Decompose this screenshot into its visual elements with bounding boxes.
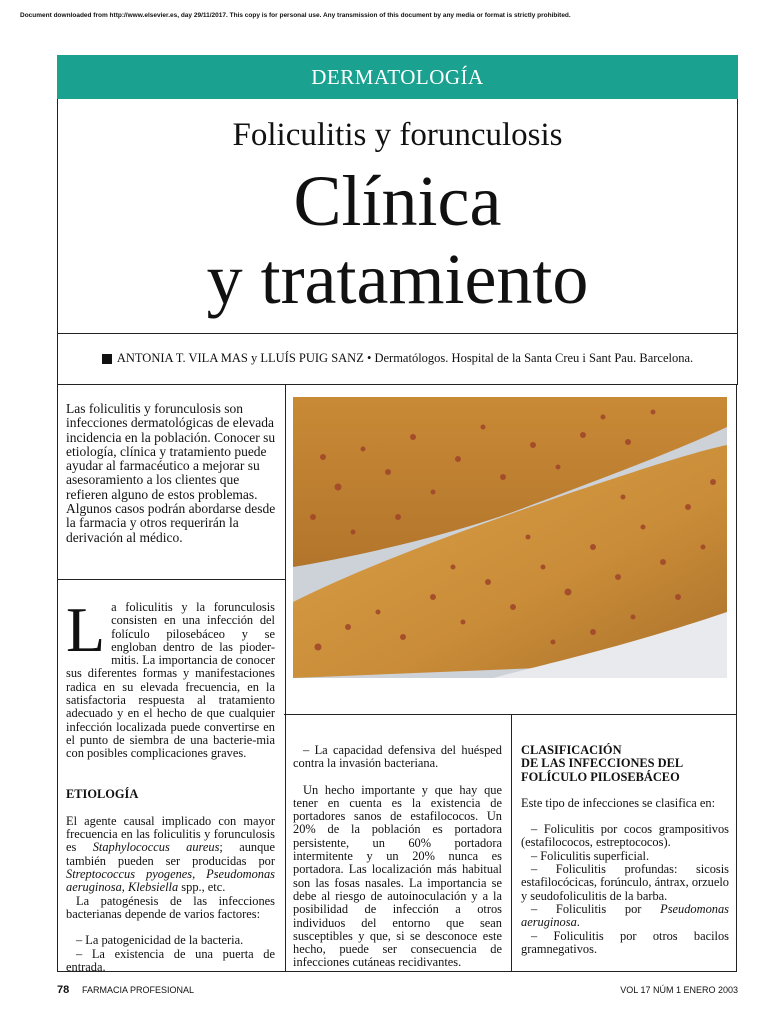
article-title-line2: y tratamiento	[206, 239, 589, 319]
classification-intro: Este tipo de infecciones se clasifica en:	[521, 795, 716, 810]
list-item: – Foliculitis por cocos grampositivos (estafilococos, estreptococos).	[521, 822, 729, 850]
list-item: – La existencia de una puerta de entrada.	[66, 946, 275, 974]
title-block	[57, 99, 738, 334]
page-number: 78	[57, 984, 70, 996]
authors-text: ANTONIA T. VILA MAS y LLUÍS PUIG SANZ • Dermatólogos. Hospital de la Santa Creu i Sant Pau. Barcelona.	[116, 351, 694, 365]
section-label: DERMATOLOGÍA	[311, 64, 484, 89]
abstract: Las foliculitis y forunculosis son infecciones dermatológicas de elevada incidencia en la población. Conocer su etiología, clínica y tratamiento puede ayudar al farmacéutico a mejorar su asesoramiento a los clientes que refieren alguno de estos problemas. Algunos casos podrán abordarse desde la farmacia y otros requerirán la derivación al médico.	[66, 401, 276, 545]
list-item: – La capacidad defensiva del huésped contra la invasión bacteriana.	[293, 743, 502, 771]
heading-etiologia: ETIOLOGÍA	[66, 786, 139, 801]
column-3	[521, 744, 729, 956]
clinical-photo	[293, 397, 727, 678]
list-item: – La patogenicidad de la bacteria.	[76, 933, 244, 948]
list-item: – Foliculitis profundas: sicosis estafilocócicas, forúnculo, ántrax, orzuelo y seudofoliculitis de la barba.	[521, 862, 729, 903]
publication-name: FARMACIA PROFESIONAL	[82, 985, 195, 995]
article-title-line1: Clínica	[293, 161, 502, 241]
list-item: – Foliculitis por Pseudomonas aeruginosa.	[521, 901, 729, 930]
intro-paragraph: La foliculitis y la forunculosis consisten en una infección del folículo pilosebáceo y se engloban dentro de las pioder-mitis. La importancia de conocer sus diferentes formas y manifestaciones radica en su elevada frecuencia, en la satisfactoria respuesta al tratamiento adecuado y en el hecho de que cualquier infección localizada puede convertirse en el punto de siembra de una bacterie-mia con posibles complicaciones graves.	[66, 594, 275, 761]
author-line	[57, 333, 738, 385]
square-bullet-icon	[102, 354, 112, 364]
folliculitis-leg-image	[293, 397, 727, 678]
volume-info: VOL 17 NÚM 1 ENERO 2003	[620, 985, 738, 995]
article-subtitle: Foliculitis y forunculosis	[232, 117, 563, 153]
heading-clasificacion: CLASIFICACIÓN DE LAS INFECCIONES DEL FOLÍCULO PILOSEBÁCEO	[521, 743, 684, 784]
etiology-paragraph: El agente causal implicado con mayor frecuencia en las foliculitis y forunculosis es Staphylococcus aureus; aunque también pueden ser producidas por Streptococcus pyogenes, Pseudomonas aeruginosa, Klebsiella spp., etc.	[66, 813, 275, 895]
carriers-paragraph: Un hecho importante y que hay que tener en cuenta es la existencia de portadores sanos de estafilococos. Un 20% de la población es portadora persistente, un 60% portadora intermitente y un 20% nunca es portadora. Las localización más habitual son las fosas nasales. La importancia se debe al riesgo de autoinoculación y a la posibilidad de infección a otros individuos del entorno que sean susceptibles y que, si se desconoce este hecho, puede ser consecuencia de infecciones cutáneas recidivantes.	[293, 782, 502, 970]
section-band	[57, 55, 738, 99]
column-2	[293, 744, 502, 970]
pathogenesis-paragraph: La patogénesis de las infecciones bacterianas depende de varios factores:	[66, 893, 275, 921]
download-notice: Document downloaded from http://www.elsevier.es, day 29/11/2017. This copy is for personal use. Any transmission of this document by any media or format is strictly prohibited.	[20, 12, 571, 19]
column-1	[66, 594, 275, 974]
list-item: – Foliculitis superficial.	[531, 848, 650, 863]
list-item: – Foliculitis por otros bacilos gramnegativos.	[521, 928, 729, 956]
drop-cap: L	[66, 594, 106, 665]
